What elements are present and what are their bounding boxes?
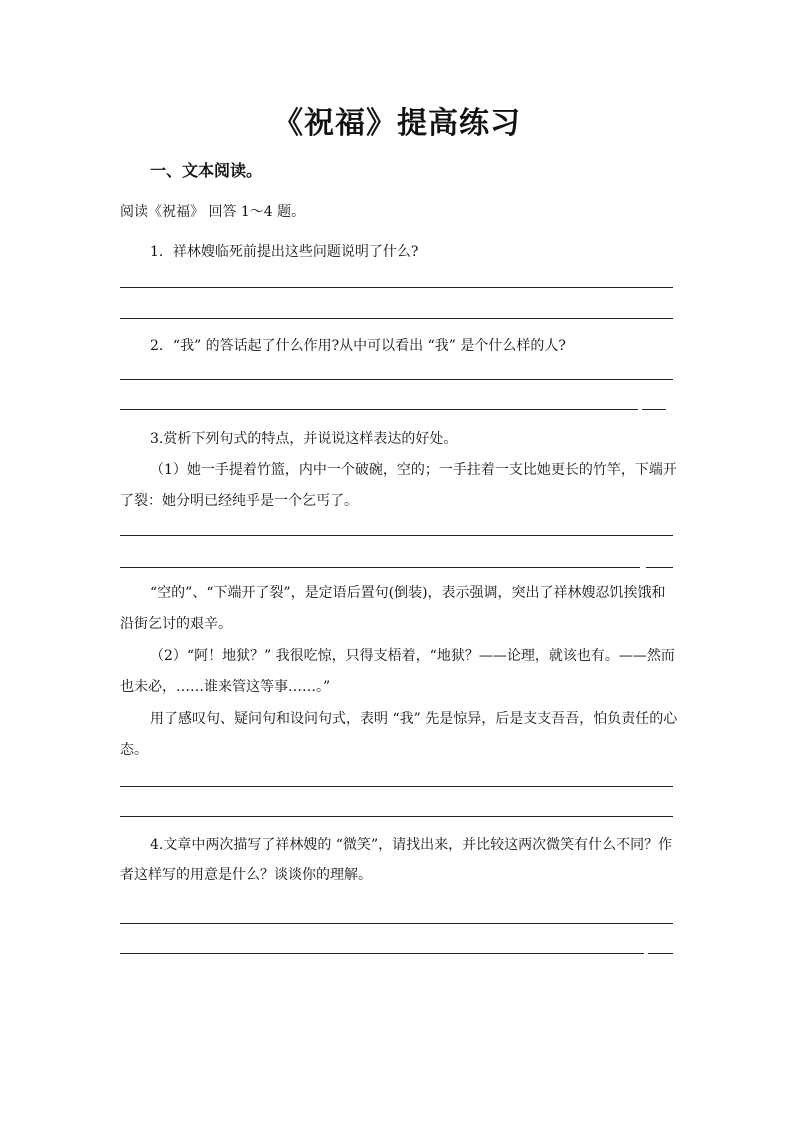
reading-intro: 阅读《祝福》 回答 1～4 题。 [120,204,306,220]
question-4-cont: 者这样写的用意是什么？谈谈你的理解。 [120,867,372,883]
answer-line[interactable] [120,379,673,380]
answer-line-tail [648,953,673,954]
answer-line[interactable] [120,953,644,954]
q3-sentence-1-cont: 了裂：她分明已经纯乎是一个乞丐了。 [120,493,358,509]
section-heading: 一、文本阅读。 [150,161,263,180]
answer-line-tail [642,409,666,410]
answer-line[interactable] [120,786,673,787]
answer-line[interactable] [120,287,673,288]
answer-line[interactable] [120,318,673,319]
q3-sentence-2-cont: 也未必，……谁来管这等事……。” [120,679,331,695]
answer-line[interactable] [120,567,640,568]
answer-line[interactable] [120,816,673,817]
answer-line[interactable] [120,409,638,410]
answer-line-tail [646,567,673,568]
question-2: 2．“我” 的答话起了什么作用?从中可以看出 “我” 是个什么样的人? [150,338,566,354]
q3-answer-2-cont: 态。 [120,742,148,758]
q3-answer-2: 用了感叹句、疑问句和设问句式，表明 “我” 先是惊异，后是支支吾吾，怕负责任的心 [150,711,678,727]
question-3-stem: 3.赏析下列句式的特点，并说说这样表达的好处。 [150,431,458,447]
q3-sentence-2: （2）“阿！地狱？” 我很吃惊，只得支梧着，“地狱？——论理，就该也有。——然而 [150,648,675,664]
q3-sentence-1: （1）她一手提着竹篮，内中一个破碗，空的；一手拄着一支比她更长的竹竿，下端开 [150,462,677,478]
answer-line[interactable] [120,923,673,924]
q3-answer-1-cont: 沿街乞讨的艰辛。 [120,616,232,632]
answer-line[interactable] [120,535,673,536]
question-4: 4.文章中两次描写了祥林嫂的 “微笑”，请找出来，并比较这两次微笑有什么不同？作 [150,837,673,853]
question-1: 1．祥林嫂临死前提出这些问题说明了什么? [150,244,419,260]
q3-answer-1: “空的”、“下端开了裂”，是定语后置句(倒装)，表示强调，突出了祥林嫂忍饥挨饿和 [150,585,666,601]
page-title: 《祝福》提高练习 [273,106,521,141]
